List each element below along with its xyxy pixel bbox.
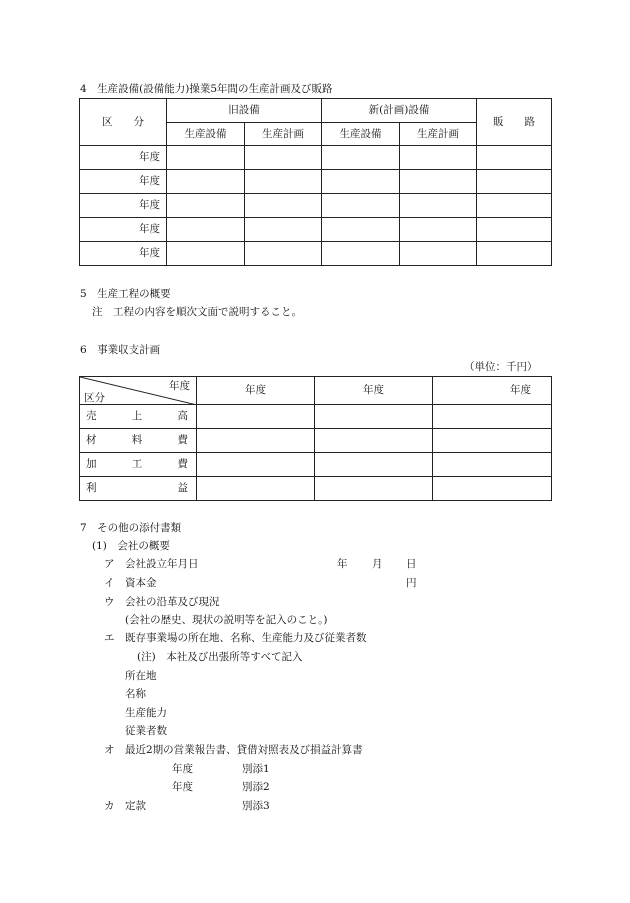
table-row (80, 453, 552, 477)
item-i-mark: イ (104, 577, 115, 589)
year-label: 年度 (80, 242, 167, 266)
item-ka-mark: カ (104, 800, 115, 812)
header-diagonal-cell (80, 377, 197, 405)
unit-label: （単位：千円） (464, 361, 538, 373)
cell[interactable] (245, 146, 322, 170)
row-label-sales: 売 上 高 (80, 405, 197, 429)
cell[interactable] (315, 453, 433, 477)
cell[interactable] (433, 477, 552, 501)
o-attach-2: 別添2 (242, 781, 270, 793)
cell[interactable] (197, 429, 315, 453)
table-row (80, 218, 552, 242)
ka-attach: 別添3 (242, 800, 270, 812)
table-row (80, 405, 552, 429)
income-plan-table (79, 376, 552, 501)
item-a-text: 会社設立年月日 (125, 558, 199, 570)
cell[interactable] (245, 170, 322, 194)
cell[interactable] (322, 146, 400, 170)
cell[interactable] (400, 242, 477, 266)
table-row (80, 194, 552, 218)
cell[interactable] (400, 194, 477, 218)
table-row (80, 170, 552, 194)
section-7-title: 7 その他の添付書類 (80, 522, 182, 534)
month-label: 月 (372, 558, 383, 570)
cell[interactable] (197, 405, 315, 429)
cell[interactable] (400, 146, 477, 170)
year-label: 年度 (80, 218, 167, 242)
header-sales-channel: 販 路 (477, 99, 552, 146)
item-e-note: (注) 本社及び出張所等すべて記入 (137, 651, 303, 663)
item-o-text: 最近2期の営業報告書、貸借対照表及び損益計算書 (125, 744, 363, 756)
table-row (80, 477, 552, 501)
cell[interactable] (477, 170, 552, 194)
header-new-equip: 生産設備 (322, 123, 400, 146)
cell[interactable] (400, 218, 477, 242)
col-year-3: 年度 (433, 377, 552, 405)
production-plan-table (79, 98, 552, 266)
cell[interactable] (315, 477, 433, 501)
header-year: 年度 (169, 380, 190, 392)
cell[interactable] (245, 194, 322, 218)
header-kubun: 区 分 (80, 99, 167, 146)
yen-label: 円 (406, 577, 417, 589)
cell[interactable] (477, 194, 552, 218)
item-e-mark: エ (104, 632, 115, 644)
cell[interactable] (433, 453, 552, 477)
cell[interactable] (197, 477, 315, 501)
list-item: 所在地 (125, 670, 157, 682)
cell[interactable] (322, 170, 400, 194)
item-a-mark: ア (104, 558, 115, 570)
cell[interactable] (167, 242, 245, 266)
year-label: 年度 (80, 146, 167, 170)
row-label-material: 材 料 費 (80, 429, 197, 453)
table-row (80, 242, 552, 266)
table-row (80, 429, 552, 453)
item-o-mark: オ (104, 744, 115, 756)
o-attach-1: 別添1 (242, 763, 270, 775)
cell[interactable] (322, 242, 400, 266)
cell[interactable] (245, 242, 322, 266)
section-6-title: 6 事業収支計画 (80, 344, 161, 356)
header-kubun: 区分 (84, 392, 105, 404)
cell[interactable] (315, 429, 433, 453)
header-old-equipment: 旧設備 (167, 99, 322, 123)
section-5-title: 5 生産工程の概要 (80, 288, 171, 300)
year-label: 年度 (80, 170, 167, 194)
row-label-processing: 加 工 費 (80, 453, 197, 477)
cell[interactable] (477, 218, 552, 242)
row-label-profit: 利 益 (80, 477, 197, 501)
item-u-note: (会社の歴史、現状の説明等を記入のこと。) (125, 614, 328, 626)
cell[interactable] (167, 218, 245, 242)
cell[interactable] (315, 405, 433, 429)
list-item: 生産能力 (125, 707, 167, 719)
section-4-title: 4 生産設備(設備能力)操業5年間の生産計画及び販路 (80, 83, 333, 95)
cell[interactable] (245, 218, 322, 242)
day-label: 日 (406, 558, 417, 570)
subsection-company-overview: (1) 会社の概要 (92, 540, 170, 552)
cell[interactable] (477, 242, 552, 266)
cell[interactable] (197, 453, 315, 477)
cell[interactable] (167, 194, 245, 218)
cell[interactable] (167, 146, 245, 170)
cell[interactable] (322, 194, 400, 218)
cell[interactable] (322, 218, 400, 242)
list-item: 名称 (125, 688, 146, 700)
year-label: 年度 (80, 194, 167, 218)
item-i-text: 資本金 (125, 577, 157, 589)
cell[interactable] (477, 146, 552, 170)
cell[interactable] (433, 429, 552, 453)
item-ka-text: 定款 (125, 800, 146, 812)
cell[interactable] (400, 170, 477, 194)
cell[interactable] (167, 170, 245, 194)
o-year-2: 年度 (172, 781, 193, 793)
header-new-plan: 生産計画 (400, 123, 477, 146)
col-year-1: 年度 (197, 377, 315, 405)
header-old-plan: 生産計画 (245, 123, 322, 146)
col-year-2: 年度 (315, 377, 433, 405)
table-row (80, 146, 552, 170)
item-u-mark: ウ (104, 596, 115, 608)
item-u-text: 会社の沿革及び現況 (125, 596, 220, 608)
item-e-text: 既存事業場の所在地、名称、生産能力及び従業者数 (125, 632, 367, 644)
header-new-equipment: 新(計画)設備 (322, 99, 477, 123)
year-label: 年 (337, 558, 348, 570)
o-year-1: 年度 (172, 763, 193, 775)
section-5-note: 注 工程の内容を順次文面で説明すること。 (92, 306, 302, 318)
cell[interactable] (433, 405, 552, 429)
header-old-equip: 生産設備 (167, 123, 245, 146)
list-item: 従業者数 (125, 725, 167, 737)
